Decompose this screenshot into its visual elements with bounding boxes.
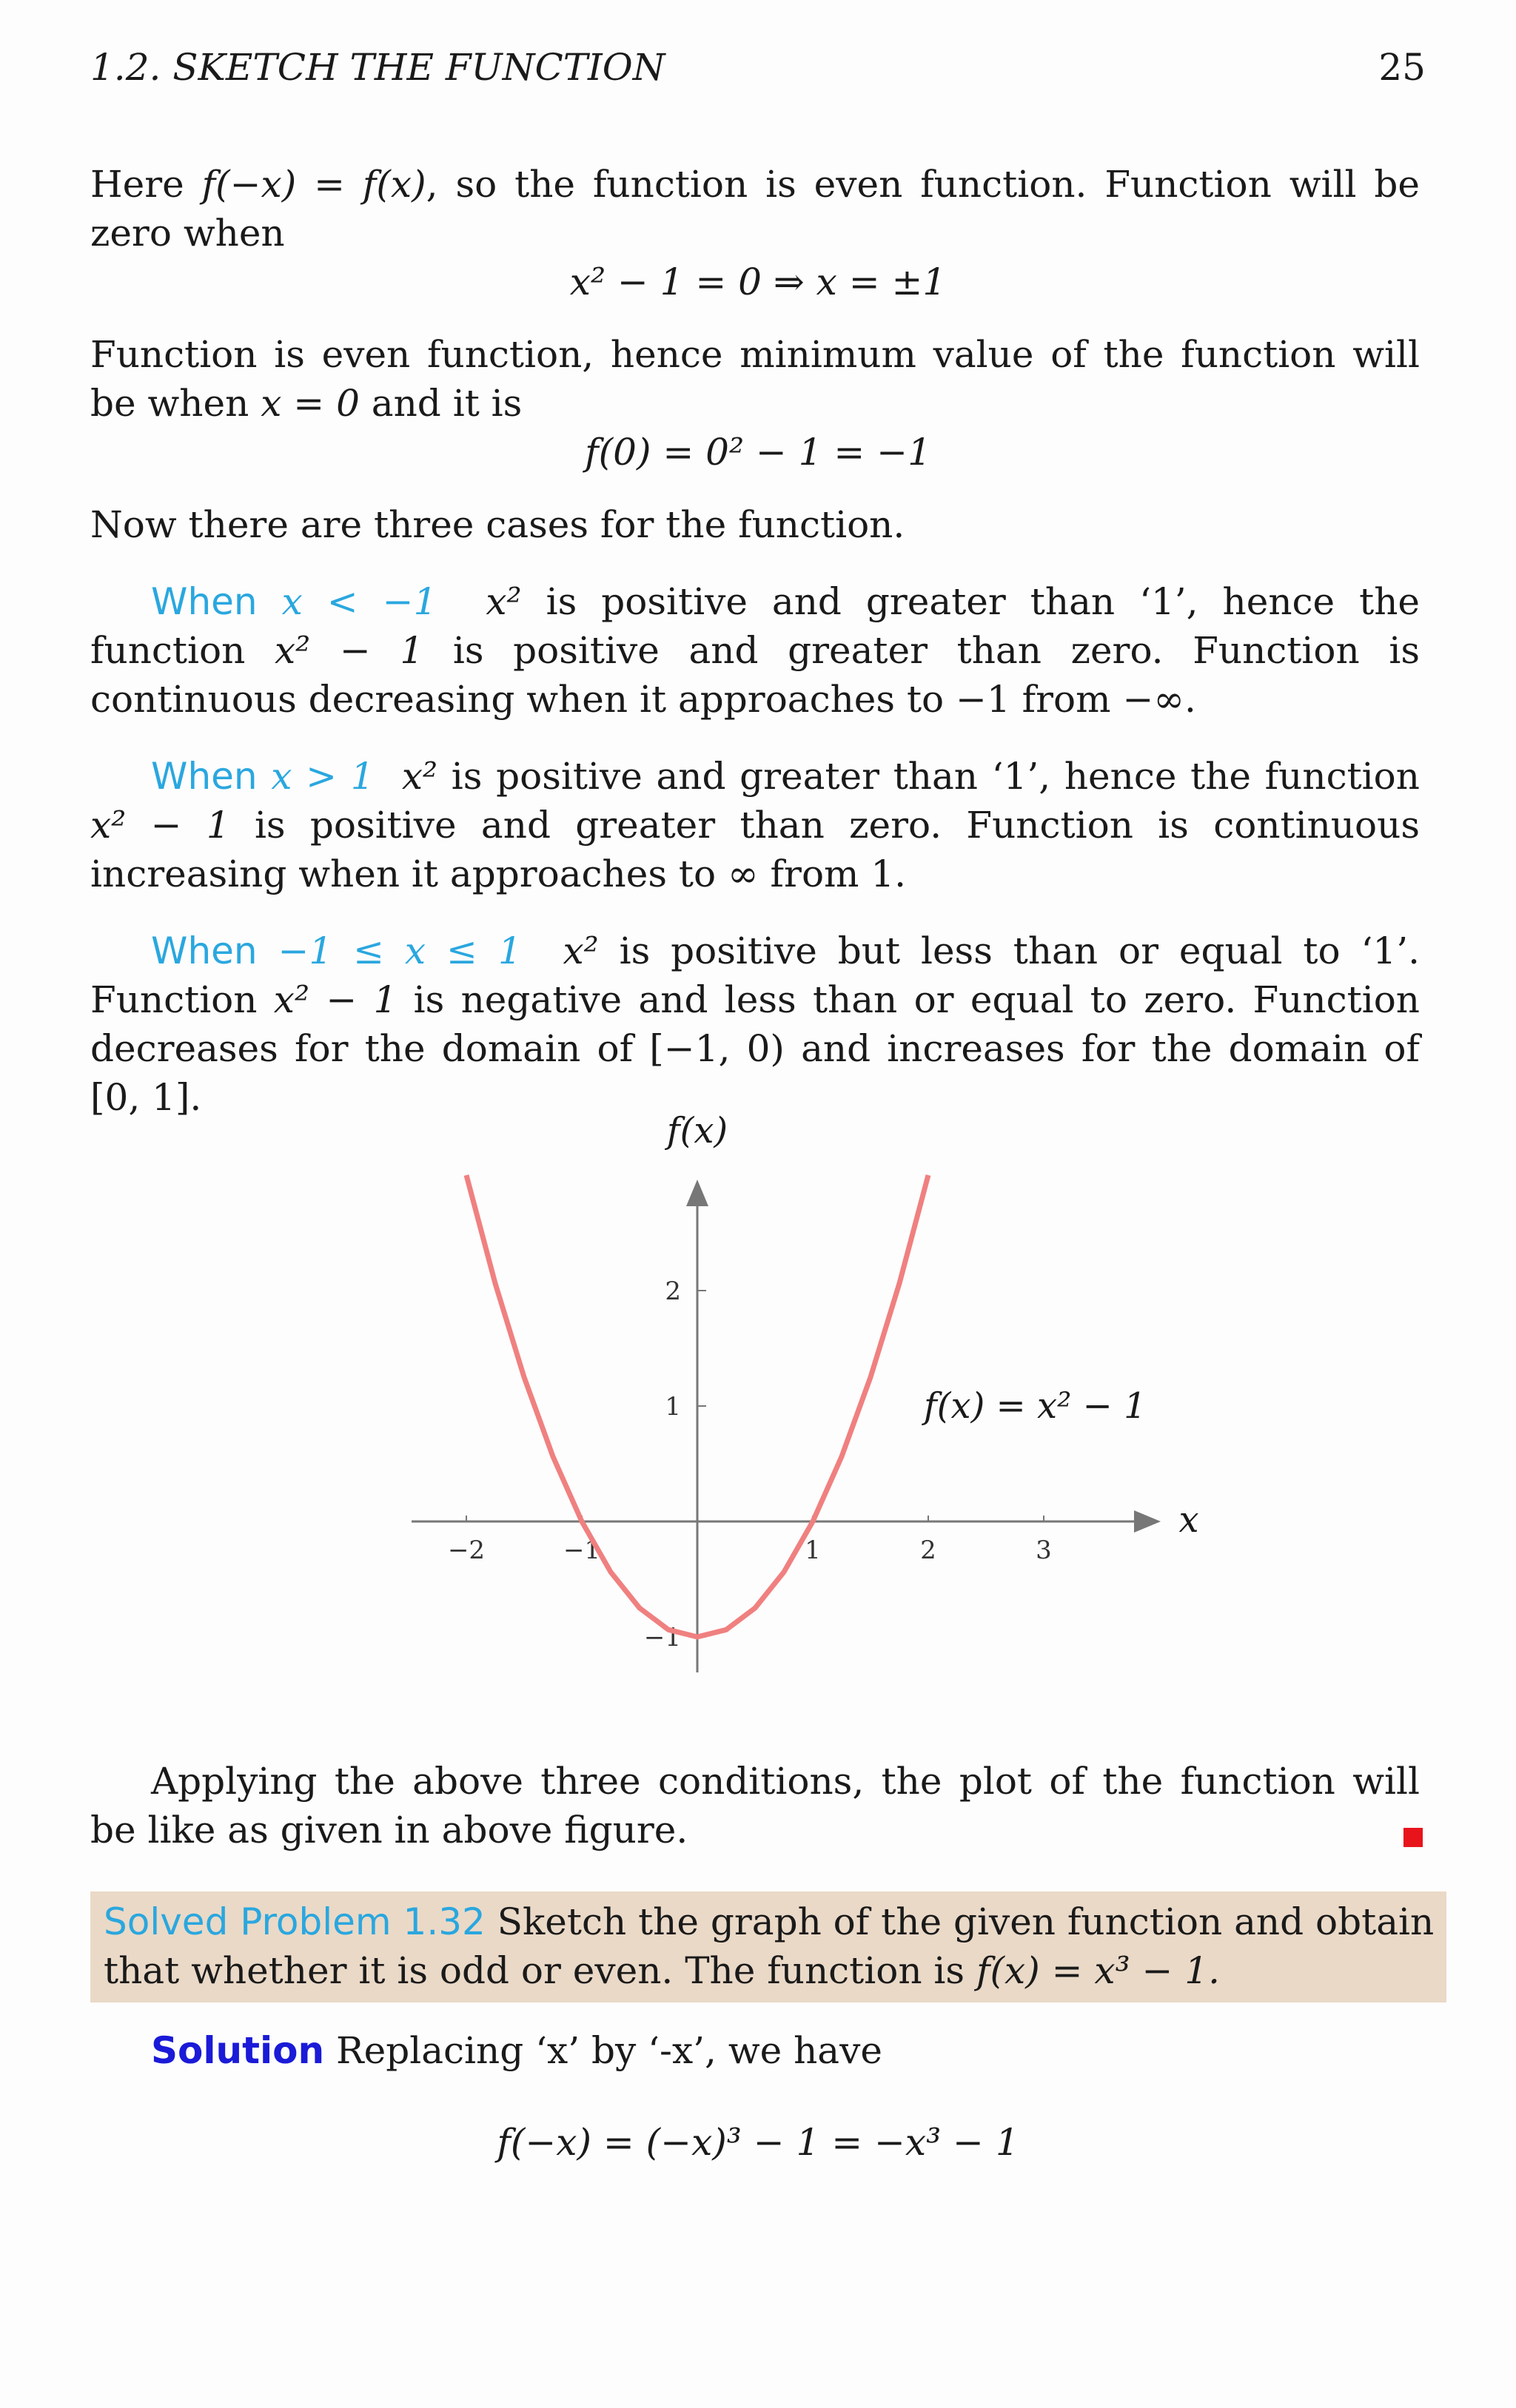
x-axis-label: x xyxy=(1178,1499,1199,1541)
intro-paragraph xyxy=(90,160,1420,258)
x-tick-label: 3 xyxy=(1036,1536,1052,1565)
running-header xyxy=(90,46,1426,90)
solution-paragraph xyxy=(90,2026,1420,2075)
ticks-group xyxy=(448,1277,1052,1652)
case-1-label: When xyxy=(151,580,258,623)
case-3-function: x² − 1 xyxy=(273,978,398,1021)
case-3-label: When xyxy=(151,929,258,972)
case-2-label: When xyxy=(151,755,258,798)
equation-minimum: f(0) = 0² − 1 = −1 xyxy=(585,431,931,474)
x-tick-label: 1 xyxy=(805,1536,821,1565)
function-annotation: f(x) = x² − 1 xyxy=(924,1385,1147,1427)
axes-group xyxy=(412,1184,1156,1672)
function-plot xyxy=(0,1095,1516,1702)
solution-label: Solution xyxy=(151,2029,325,2072)
case-3-paragraph xyxy=(90,926,1420,1122)
equation-roots: x² − 1 = 0 ⇒ x = ±1 xyxy=(569,260,947,303)
problem-label: Solved Problem 1.32 xyxy=(104,1900,486,1943)
x-tick-label: −1 xyxy=(563,1536,601,1565)
y-tick-label: −1 xyxy=(643,1623,681,1652)
case-3-text-d: is negative and less than or equal to zero. Function decreases for the domain of [−1, 0) and increases for the domain of [0, 1]. xyxy=(90,978,1420,1119)
minimum-paragraph xyxy=(90,330,1420,428)
case-3-square: x² xyxy=(563,929,599,972)
intro-math: f(−x) = f(x) xyxy=(201,163,426,206)
case-1-paragraph xyxy=(90,577,1420,724)
x-tick-label: −2 xyxy=(447,1536,486,1565)
conclusion-paragraph: Applying the above three conditions, the plot of the function will be like as given in above figure. xyxy=(90,1760,1420,1852)
problem-text: Sketch the graph of the given function and obtain that whether it is odd or even. The function is xyxy=(104,1900,1435,1992)
case-3-text-b: is positive but less than or equal to ‘1’. Function xyxy=(90,929,1420,1021)
intro-text-a: Here xyxy=(90,163,202,206)
cases-intro: Now there are three cases for the function. xyxy=(90,503,905,546)
case-2-paragraph xyxy=(90,752,1420,898)
case-2-text-d: is positive and greater than zero. Function is continuous increasing when it approaches to ∞ from 1. xyxy=(90,804,1420,895)
case-1-condition: x < −1 xyxy=(281,580,437,623)
solved-problem-box xyxy=(90,1891,1446,2002)
labels-group xyxy=(665,1110,1199,1541)
y-axis-label: f(x) xyxy=(666,1110,728,1151)
minimum-math: x = 0 xyxy=(261,382,360,425)
case-2-text-b: is positive and greater than ‘1’, hence the function xyxy=(437,755,1420,798)
problem-math: f(x) = x³ − 1. xyxy=(976,1949,1221,1992)
solution-text: Replacing ‘x’ by ‘-x’, we have xyxy=(324,2029,882,2072)
case-1-function: x² − 1 xyxy=(274,629,424,672)
case-2-condition: x > 1 xyxy=(271,755,375,798)
section-title: 1.2. SKETCH THE FUNCTION xyxy=(90,46,665,89)
case-1-square: x² xyxy=(486,580,522,623)
case-1-text-d: is positive and greater than zero. Function is continuous decreasing when it approaches to −1 from −∞. xyxy=(90,629,1420,721)
qed-square-icon xyxy=(1403,1828,1423,1847)
equation-odd-even: f(−x) = (−x)³ − 1 = −x³ − 1 xyxy=(497,2121,1019,2164)
case-2-square: x² xyxy=(401,755,438,798)
minimum-text-b: and it is xyxy=(359,382,523,425)
intro-text-b: , so the function is even function. Function will be zero when xyxy=(90,163,1420,255)
page-number: 25 xyxy=(1378,46,1426,89)
case-1-text-b: is positive and greater than ‘1’, hence the function xyxy=(90,580,1421,672)
minimum-text-a: Function is even function, hence minimum value of the function will be when xyxy=(90,333,1420,425)
x-tick-label: 2 xyxy=(920,1536,936,1565)
y-tick-label: 2 xyxy=(665,1277,681,1306)
case-2-function: x² − 1 xyxy=(90,804,230,847)
y-tick-label: 1 xyxy=(665,1392,681,1422)
case-3-condition: −1 ≤ x ≤ 1 xyxy=(278,929,522,972)
